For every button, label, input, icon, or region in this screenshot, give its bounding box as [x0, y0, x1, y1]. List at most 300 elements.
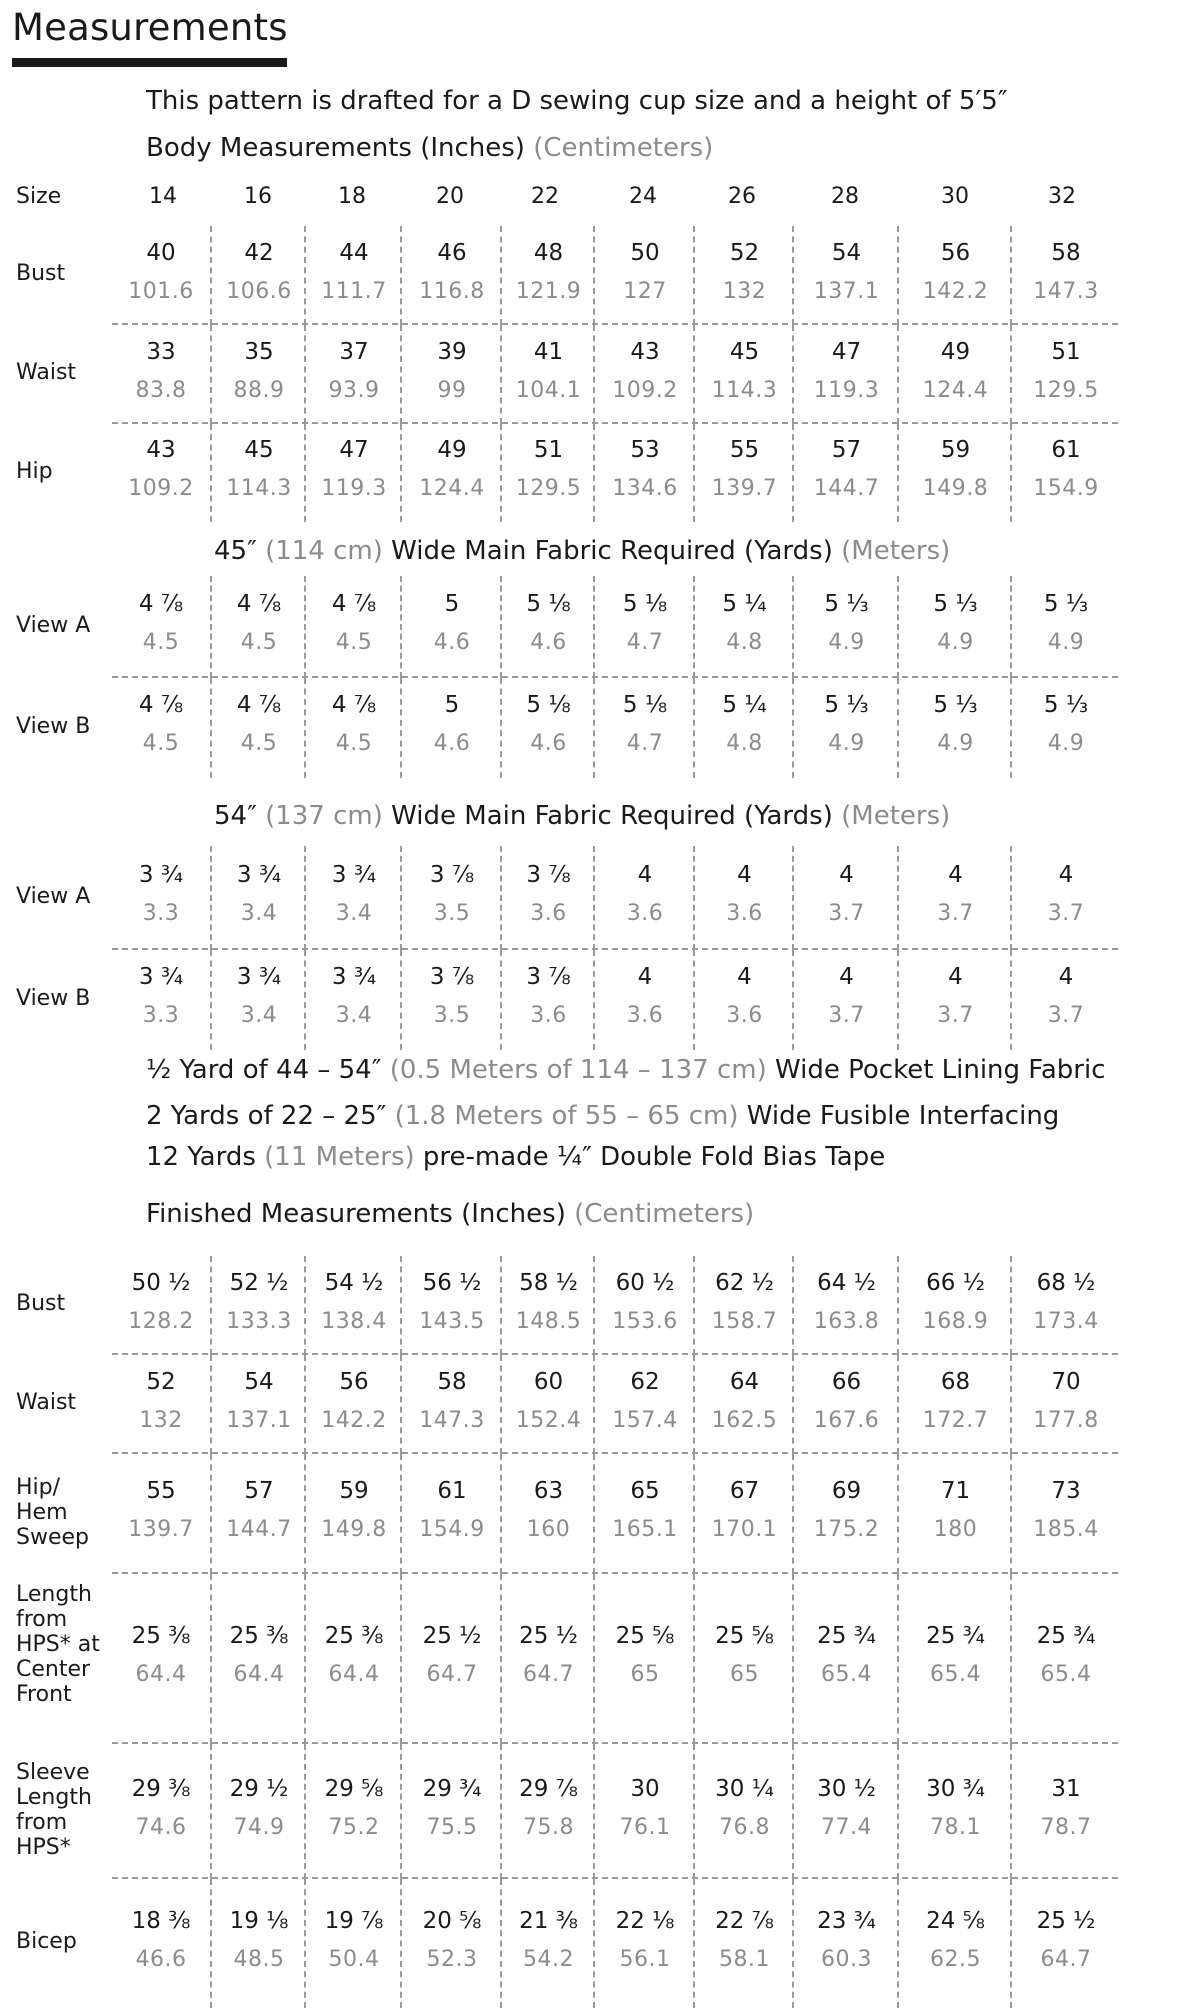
fabric45-width: 45″	[214, 536, 257, 566]
table-row	[0, 424, 1200, 522]
table-cell	[400, 1879, 502, 2008]
table-cell	[210, 424, 306, 522]
value-imperial: 61	[1051, 437, 1081, 463]
value-metric: 3.6	[530, 1003, 567, 1028]
table-cell	[304, 424, 402, 522]
fabric54-heading	[214, 801, 950, 831]
value-imperial: 53	[630, 437, 660, 463]
size-24: 24	[629, 184, 657, 209]
notion-pocket-lining-desc: Wide Pocket Lining Fabric	[774, 1055, 1106, 1085]
value-imperial: 73	[1051, 1478, 1081, 1504]
value-imperial: 3 ¾	[331, 862, 377, 888]
table-cell	[500, 1574, 595, 1744]
value-imperial: 51	[533, 437, 564, 463]
value-imperial: 58	[437, 1368, 467, 1395]
value-imperial: 4 ⅞	[331, 591, 377, 617]
value-imperial: 25 ⅜	[131, 1623, 191, 1649]
value-imperial: 25 ¾	[817, 1623, 876, 1649]
value-imperial: 3 ¾	[138, 862, 184, 888]
size-20: 20	[436, 184, 464, 209]
value-metric: 56.1	[619, 1946, 671, 1972]
value-imperial: 5 ⅓	[824, 692, 869, 718]
table-cell	[897, 1879, 1012, 2008]
notion-pocket-lining-yards: ½ Yard of 44 – 54″	[146, 1055, 382, 1085]
table-cell	[304, 1454, 402, 1574]
table-cell	[210, 1454, 306, 1574]
table-cell	[304, 1256, 402, 1355]
value-imperial: 22 ⅞	[715, 1907, 774, 1934]
value-imperial: 48	[533, 239, 564, 266]
table-cell	[400, 424, 502, 522]
table-cell	[792, 950, 899, 1050]
table-cell	[112, 1355, 210, 1454]
table-cell	[593, 325, 695, 424]
value-metric: 3.6	[626, 1003, 664, 1028]
value-metric: 154.9	[1033, 476, 1099, 501]
value-imperial: 47	[339, 437, 369, 463]
value-metric: 111.7	[321, 278, 387, 304]
table-cell	[693, 1256, 794, 1355]
value-metric: 173.4	[1033, 1308, 1099, 1334]
table-cell	[210, 325, 306, 424]
table-row	[0, 226, 1200, 325]
value-imperial: 30 ½	[817, 1775, 876, 1802]
value-imperial: 43	[146, 437, 176, 463]
table-cell	[593, 678, 695, 778]
table-cell	[1010, 1879, 1120, 2008]
table-cell	[400, 1256, 502, 1355]
notion-bias-tape-meters: (11 Meters)	[264, 1142, 415, 1172]
table-cell	[693, 950, 794, 1050]
value-metric: 3.7	[937, 1003, 974, 1028]
row-label: Hip/ Hem Sweep	[16, 1474, 89, 1550]
table-row	[0, 1744, 1200, 1879]
value-metric: 4.5	[142, 630, 180, 655]
table-cell	[693, 226, 794, 325]
value-imperial: 64 ½	[817, 1269, 876, 1296]
table-row	[0, 1454, 1200, 1574]
table-cell	[304, 226, 402, 325]
value-imperial: 3 ¾	[236, 862, 282, 888]
table-cell	[112, 1454, 210, 1574]
value-imperial: 61	[437, 1478, 467, 1504]
value-metric: 93.9	[328, 377, 380, 403]
value-imperial: 5 ⅛	[622, 591, 668, 617]
value-imperial: 4	[948, 862, 963, 888]
value-imperial: 29 ⅜	[131, 1775, 191, 1802]
value-metric: 4.6	[433, 731, 471, 756]
table-cell	[693, 1454, 794, 1574]
table-cell	[593, 1256, 695, 1355]
table-cell	[693, 576, 794, 678]
table-cell	[112, 576, 210, 678]
value-imperial: 71	[940, 1478, 971, 1504]
value-metric: 152.4	[515, 1407, 582, 1433]
value-metric: 3.7	[937, 901, 974, 926]
value-metric: 162.5	[711, 1407, 778, 1433]
value-metric: 147.3	[419, 1407, 485, 1433]
value-imperial: 56	[339, 1368, 369, 1395]
value-imperial: 45	[244, 437, 274, 463]
value-imperial: 25 ⅝	[715, 1623, 774, 1649]
intro-text: This pattern is drafted for a D sewing cup size and a height of 5′5″	[146, 86, 1008, 116]
value-imperial: 44	[339, 239, 369, 266]
value-metric: 76.1	[619, 1814, 671, 1840]
value-imperial: 3 ¾	[236, 964, 282, 990]
table-cell	[304, 1574, 402, 1744]
table-cell	[792, 1454, 899, 1574]
value-imperial: 47	[831, 338, 862, 365]
value-metric: 134.6	[612, 476, 678, 501]
value-imperial: 58	[1051, 239, 1081, 266]
table-cell	[1010, 1454, 1120, 1574]
value-imperial: 33	[146, 338, 176, 365]
table-cell	[897, 1256, 1012, 1355]
value-imperial: 41	[533, 338, 564, 365]
value-metric: 137.1	[813, 278, 880, 304]
value-imperial: 66	[831, 1368, 862, 1395]
value-metric: 143.5	[419, 1308, 485, 1334]
table-cell	[112, 226, 210, 325]
table-cell	[112, 325, 210, 424]
value-metric: 163.8	[813, 1308, 880, 1334]
size-22: 22	[531, 184, 559, 209]
value-imperial: 19 ⅛	[229, 1907, 289, 1934]
value-metric: 4.7	[626, 630, 664, 655]
size-label: Size	[16, 184, 62, 209]
table-cell	[210, 1574, 306, 1744]
value-imperial: 60 ½	[615, 1269, 675, 1296]
value-imperial: 4 ⅞	[138, 692, 184, 718]
value-imperial: 62	[630, 1368, 660, 1395]
notion-bias-tape	[146, 1142, 885, 1172]
value-metric: 168.9	[922, 1308, 989, 1334]
table-row	[0, 1355, 1200, 1454]
value-imperial: 25 ½	[519, 1623, 578, 1649]
table-cell	[593, 1744, 695, 1879]
table-cell	[500, 678, 595, 778]
value-metric: 142.2	[922, 278, 989, 304]
table-cell	[693, 846, 794, 950]
value-metric: 4.9	[1047, 731, 1085, 756]
value-imperial: 5	[444, 692, 460, 718]
body-measurements-table	[0, 226, 1200, 522]
table-cell	[112, 1256, 210, 1355]
value-imperial: 3 ⅞	[429, 964, 475, 990]
value-imperial: 37	[339, 338, 369, 365]
table-cell	[897, 226, 1012, 325]
value-imperial: 20 ⅝	[422, 1907, 482, 1934]
value-imperial: 30	[630, 1775, 660, 1802]
value-imperial: 4 ⅞	[138, 591, 184, 617]
value-imperial: 29 ⅝	[324, 1775, 384, 1802]
value-metric: 4.8	[726, 630, 763, 655]
table-cell	[400, 1574, 502, 1744]
table-cell	[792, 576, 899, 678]
value-imperial: 56	[940, 239, 971, 266]
row-label: Sleeve Length from HPS*	[16, 1759, 92, 1860]
value-imperial: 4 ⅞	[236, 591, 282, 617]
table-cell	[897, 678, 1012, 778]
value-imperial: 29 ¾	[422, 1775, 482, 1802]
value-imperial: 57	[244, 1478, 274, 1504]
table-cell	[210, 1744, 306, 1879]
value-metric: 3.6	[726, 901, 763, 926]
value-imperial: 18 ⅜	[131, 1907, 191, 1934]
value-metric: 142.2	[321, 1407, 387, 1433]
value-metric: 153.6	[612, 1308, 678, 1334]
value-imperial: 62 ½	[715, 1269, 774, 1296]
value-imperial: 49	[437, 437, 467, 463]
size-16: 16	[244, 184, 272, 209]
table-cell	[112, 1879, 210, 2008]
value-imperial: 25 ¾	[926, 1623, 985, 1649]
value-metric: 64.4	[233, 1662, 285, 1687]
value-metric: 65.4	[930, 1662, 981, 1687]
table-cell	[792, 678, 899, 778]
value-metric: 64.7	[523, 1662, 574, 1687]
value-imperial: 52	[146, 1368, 176, 1395]
value-metric: 138.4	[321, 1308, 387, 1334]
fabric54-title: Wide Main Fabric Required (Yards)	[391, 801, 833, 831]
table-cell	[500, 576, 595, 678]
fabric54-unit: (Meters)	[841, 801, 951, 831]
value-metric: 165.1	[612, 1517, 678, 1542]
size-28: 28	[831, 184, 859, 209]
table-cell	[593, 846, 695, 950]
value-metric: 133.3	[226, 1308, 292, 1334]
value-imperial: 70	[1051, 1368, 1081, 1395]
row-label: View A	[16, 883, 91, 909]
value-metric: 75.8	[523, 1814, 574, 1840]
value-imperial: 3 ⅞	[429, 862, 475, 888]
value-imperial: 5 ⅛	[526, 591, 571, 617]
table-cell	[400, 1454, 502, 1574]
table-cell	[1010, 576, 1120, 678]
table-cell	[400, 950, 502, 1050]
value-metric: 65.4	[1040, 1662, 1092, 1687]
value-metric: 4.7	[626, 731, 664, 756]
value-imperial: 5 ⅓	[1043, 591, 1089, 617]
table-cell	[792, 1744, 899, 1879]
table-cell	[400, 325, 502, 424]
body-heading	[146, 133, 713, 163]
value-metric: 4.9	[828, 630, 865, 655]
value-imperial: 39	[437, 338, 467, 365]
table-cell	[792, 424, 899, 522]
table-cell	[304, 1879, 402, 2008]
value-metric: 4.6	[530, 630, 567, 655]
value-metric: 144.7	[813, 476, 880, 501]
value-imperial: 49	[940, 338, 971, 365]
value-metric: 119.3	[321, 476, 387, 501]
table-cell	[400, 226, 502, 325]
value-imperial: 23 ¾	[817, 1907, 876, 1934]
table-cell	[693, 424, 794, 522]
value-metric: 154.9	[419, 1517, 485, 1542]
table-cell	[792, 1355, 899, 1454]
value-imperial: 4	[737, 964, 752, 990]
value-metric: 4.8	[726, 731, 763, 756]
value-metric: 60.3	[821, 1946, 872, 1972]
table-cell	[1010, 950, 1120, 1050]
table-cell	[593, 1355, 695, 1454]
value-metric: 75.2	[328, 1814, 380, 1840]
table-cell	[897, 1744, 1012, 1879]
table-cell	[112, 678, 210, 778]
value-imperial: 69	[831, 1478, 862, 1504]
table-cell	[593, 950, 695, 1050]
value-imperial: 59	[339, 1478, 369, 1504]
table-cell	[1010, 1744, 1120, 1879]
value-metric: 88.9	[233, 377, 285, 403]
value-metric: 4.6	[433, 630, 471, 655]
value-metric: 76.8	[719, 1814, 770, 1840]
table-cell	[304, 325, 402, 424]
value-metric: 65.4	[821, 1662, 872, 1687]
value-imperial: 54	[244, 1368, 274, 1395]
table-cell	[210, 1879, 306, 2008]
value-imperial: 63	[533, 1478, 564, 1504]
value-imperial: 68 ½	[1036, 1269, 1096, 1296]
table-cell	[693, 1744, 794, 1879]
value-metric: 114.3	[226, 476, 292, 501]
table-cell	[792, 325, 899, 424]
row-label: Waist	[16, 360, 77, 385]
value-imperial: 59	[940, 437, 971, 463]
value-metric: 3.4	[240, 1003, 278, 1028]
value-imperial: 25 ⅜	[324, 1623, 384, 1649]
row-label: Bust	[16, 1291, 66, 1316]
value-imperial: 35	[244, 338, 274, 365]
value-imperial: 29 ⅞	[519, 1775, 578, 1802]
table-row	[0, 678, 1200, 778]
size-32: 32	[1048, 184, 1076, 209]
value-imperial: 4 ⅞	[331, 692, 377, 718]
table-cell	[693, 1355, 794, 1454]
table-cell	[210, 1256, 306, 1355]
row-label: Waist	[16, 1390, 77, 1415]
table-cell	[210, 678, 306, 778]
value-imperial: 30 ¾	[926, 1775, 985, 1802]
value-imperial: 25 ⅜	[229, 1623, 289, 1649]
table-cell	[304, 678, 402, 778]
row-label: Bust	[16, 261, 66, 286]
table-cell	[304, 846, 402, 950]
value-metric: 77.4	[821, 1814, 872, 1840]
table-cell	[500, 846, 595, 950]
table-cell	[693, 325, 794, 424]
table-row	[0, 950, 1200, 1050]
table-cell	[500, 226, 595, 325]
value-imperial: 4	[839, 964, 854, 990]
value-metric: 180	[933, 1517, 978, 1542]
fabric45-title: Wide Main Fabric Required (Yards)	[391, 536, 833, 566]
table-row	[0, 1879, 1200, 2008]
table-cell	[593, 1574, 695, 1744]
table-cell	[210, 226, 306, 325]
table-cell	[210, 950, 306, 1050]
value-metric: 3.7	[1047, 1003, 1085, 1028]
value-metric: 3.6	[726, 1003, 763, 1028]
value-imperial: 31	[1051, 1775, 1081, 1802]
value-metric: 119.3	[813, 377, 880, 403]
value-imperial: 5 ⅓	[933, 692, 978, 718]
value-imperial: 54 ½	[324, 1269, 384, 1296]
table-cell	[593, 226, 695, 325]
table-cell	[897, 576, 1012, 678]
value-metric: 4.9	[1047, 630, 1085, 655]
value-metric: 4.5	[240, 630, 278, 655]
finished-heading-alt: (Centimeters)	[574, 1199, 755, 1229]
value-metric: 54.2	[523, 1946, 574, 1972]
table-row	[0, 325, 1200, 424]
value-imperial: 25 ½	[422, 1623, 482, 1649]
notion-bias-tape-yards: 12 Yards	[146, 1142, 256, 1172]
value-imperial: 52 ½	[229, 1269, 289, 1296]
value-metric: 127	[623, 278, 667, 304]
value-imperial: 55	[146, 1478, 176, 1504]
value-metric: 3.3	[142, 1003, 180, 1028]
value-metric: 48.5	[233, 1946, 285, 1972]
value-metric: 177.8	[1033, 1407, 1099, 1433]
table-cell	[693, 1879, 794, 2008]
value-imperial: 5 ¼	[722, 692, 767, 718]
value-metric: 64.4	[328, 1662, 380, 1687]
value-metric: 3.3	[142, 901, 180, 926]
value-imperial: 3 ⅞	[526, 862, 571, 888]
value-metric: 170.1	[711, 1517, 778, 1542]
value-imperial: 25 ⅝	[615, 1623, 675, 1649]
table-cell	[400, 1355, 502, 1454]
value-metric: 124.4	[922, 377, 989, 403]
table-cell	[400, 846, 502, 950]
value-metric: 106.6	[226, 278, 292, 304]
table-cell	[897, 424, 1012, 522]
table-cell	[304, 1744, 402, 1879]
size-26: 26	[728, 184, 756, 209]
notion-pocket-lining-meters: (0.5 Meters of 114 – 137 cm)	[389, 1055, 767, 1085]
row-label: Hip	[16, 458, 53, 484]
table-cell	[112, 1574, 210, 1744]
value-metric: 160	[526, 1517, 571, 1542]
value-imperial: 5 ¼	[722, 591, 767, 617]
table-cell	[500, 325, 595, 424]
value-imperial: 5 ⅛	[526, 692, 571, 718]
value-metric: 3.5	[433, 1003, 471, 1028]
table-cell	[304, 950, 402, 1050]
value-metric: 83.8	[135, 377, 187, 403]
value-metric: 3.5	[433, 901, 471, 926]
table-cell	[1010, 226, 1120, 325]
value-metric: 99	[437, 377, 467, 403]
value-imperial: 51	[1051, 338, 1081, 365]
value-imperial: 24 ⅝	[926, 1907, 985, 1934]
row-label: View B	[16, 985, 91, 1011]
value-metric: 128.2	[128, 1308, 194, 1334]
body-heading-main: Body Measurements (Inches)	[146, 133, 525, 163]
table-row	[0, 576, 1200, 678]
value-imperial: 5 ⅛	[622, 692, 668, 718]
value-imperial: 4	[1058, 964, 1074, 990]
value-metric: 129.5	[515, 476, 582, 501]
value-metric: 75.5	[426, 1814, 478, 1840]
body-heading-alt: (Centimeters)	[533, 133, 714, 163]
row-label: View B	[16, 713, 91, 739]
value-metric: 172.7	[922, 1407, 989, 1433]
table-cell	[1010, 1574, 1120, 1744]
table-cell	[1010, 424, 1120, 522]
